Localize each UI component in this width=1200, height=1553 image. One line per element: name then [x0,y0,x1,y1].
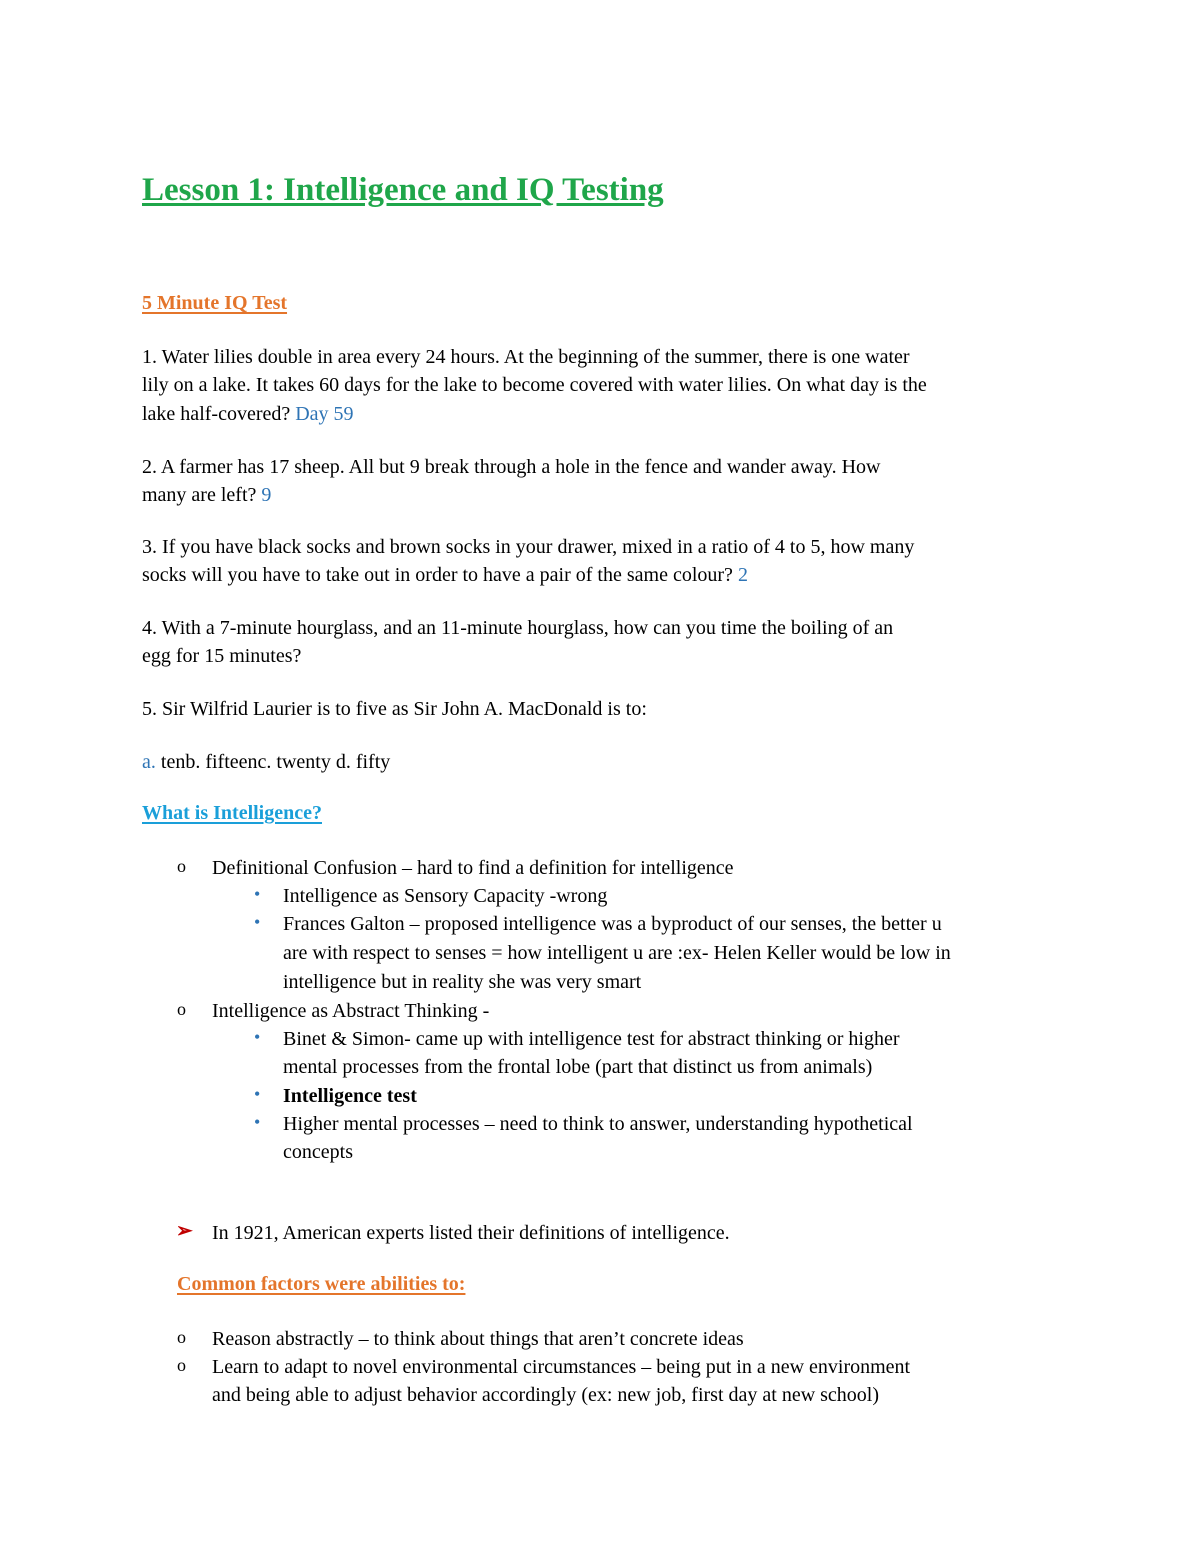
adapt-item-line-1: Learn to adapt to novel environmental circumstances – being put in a new environment [212,1356,911,1378]
higher-mental-line-1: Higher mental processes – need to think to answer, understanding hypothetical [283,1113,913,1135]
definitional-confusion-item: Definitional Confusion – hard to find a definition for intelligence [212,857,734,879]
galton-item-line-2: are with respect to senses = how intelligent u are :ex- Helen Keller would be low in [283,942,951,964]
question-5-choices [142,748,390,777]
question-1-text: lake half-covered? [142,403,296,425]
question-4-line-2: egg for 15 minutes? [142,645,302,667]
question-1-line-3 [142,400,354,429]
experts-1921-item: In 1921, American experts listed their definitions of intelligence. [212,1222,730,1244]
question-2-text: many are left? [142,484,262,506]
question-1-answer: Day 59 [295,403,354,425]
dot-bullet: • [254,1084,261,1104]
circle-bullet: o [177,856,186,876]
dot-bullet: • [254,884,261,904]
question-1-line-2: lily on a lake. It takes 60 days for the lake to become covered with water lilies. On what day is the [142,374,927,396]
reason-abstractly-item: Reason abstractly – to think about things that aren’t concrete ideas [212,1328,744,1350]
abstract-thinking-item: Intelligence as Abstract Thinking - [212,1000,490,1022]
dot-bullet: • [254,912,261,932]
higher-mental-line-2: concepts [283,1141,353,1163]
common-factors-heading: Common factors were abilities to: [177,1273,466,1295]
galton-item-line-1: Frances Galton – proposed intelligence was a byproduct of our senses, the better u [283,913,942,935]
sensory-capacity-item: Intelligence as Sensory Capacity -wrong [283,885,608,907]
circle-bullet: o [177,1355,186,1375]
question-5-answer-marker: a. [142,751,156,773]
question-2-line-2 [142,481,271,510]
question-5-line-1: 5. Sir Wilfrid Laurier is to five as Sir John A. MacDonald is to: [142,698,647,720]
arrow-bullet-icon: ➢ [176,1220,193,1242]
dot-bullet: • [254,1112,261,1132]
binet-simon-line-1: Binet & Simon- came up with intelligence test for abstract thinking or higher [283,1028,900,1050]
page-title: Lesson 1: Intelligence and IQ Testing [142,172,664,208]
question-2-line-1: 2. A farmer has 17 sheep. All but 9 break through a hole in the fence and wander away. How [142,456,881,478]
adapt-item-line-2: and being able to adjust behavior accordingly (ex: new job, first day at new school) [212,1384,880,1406]
galton-item-line-3: intelligence but in reality she was very smart [283,971,642,993]
circle-bullet: o [177,999,186,1019]
question-3-answer: 2 [737,564,748,586]
question-3-text: socks will you have to take out in order to have a pair of the same colour? [142,564,738,586]
intelligence-test-item: Intelligence test [283,1085,417,1107]
circle-bullet: o [177,1327,186,1347]
iq-test-heading: 5 Minute IQ Test [142,292,288,314]
question-3-line-1: 3. If you have black socks and brown socks in your drawer, mixed in a ratio of 4 to 5, how many [142,536,915,558]
question-1-line-1: 1. Water lilies double in area every 24 hours. At the beginning of the summer, there is one water [142,346,910,368]
question-3-line-2 [142,561,748,590]
question-2-answer: 9 [261,484,272,506]
question-4-line-1: 4. With a 7-minute hourglass, and an 11-minute hourglass, how can you time the boiling of an [142,617,894,639]
binet-simon-line-2: mental processes from the frontal lobe (part that distinct us from animals) [283,1056,873,1078]
intelligence-heading: What is Intelligence? [142,802,322,824]
question-5-choice-list: tenb. fifteenc. twenty d. fifty [155,751,391,773]
dot-bullet: • [254,1027,261,1047]
